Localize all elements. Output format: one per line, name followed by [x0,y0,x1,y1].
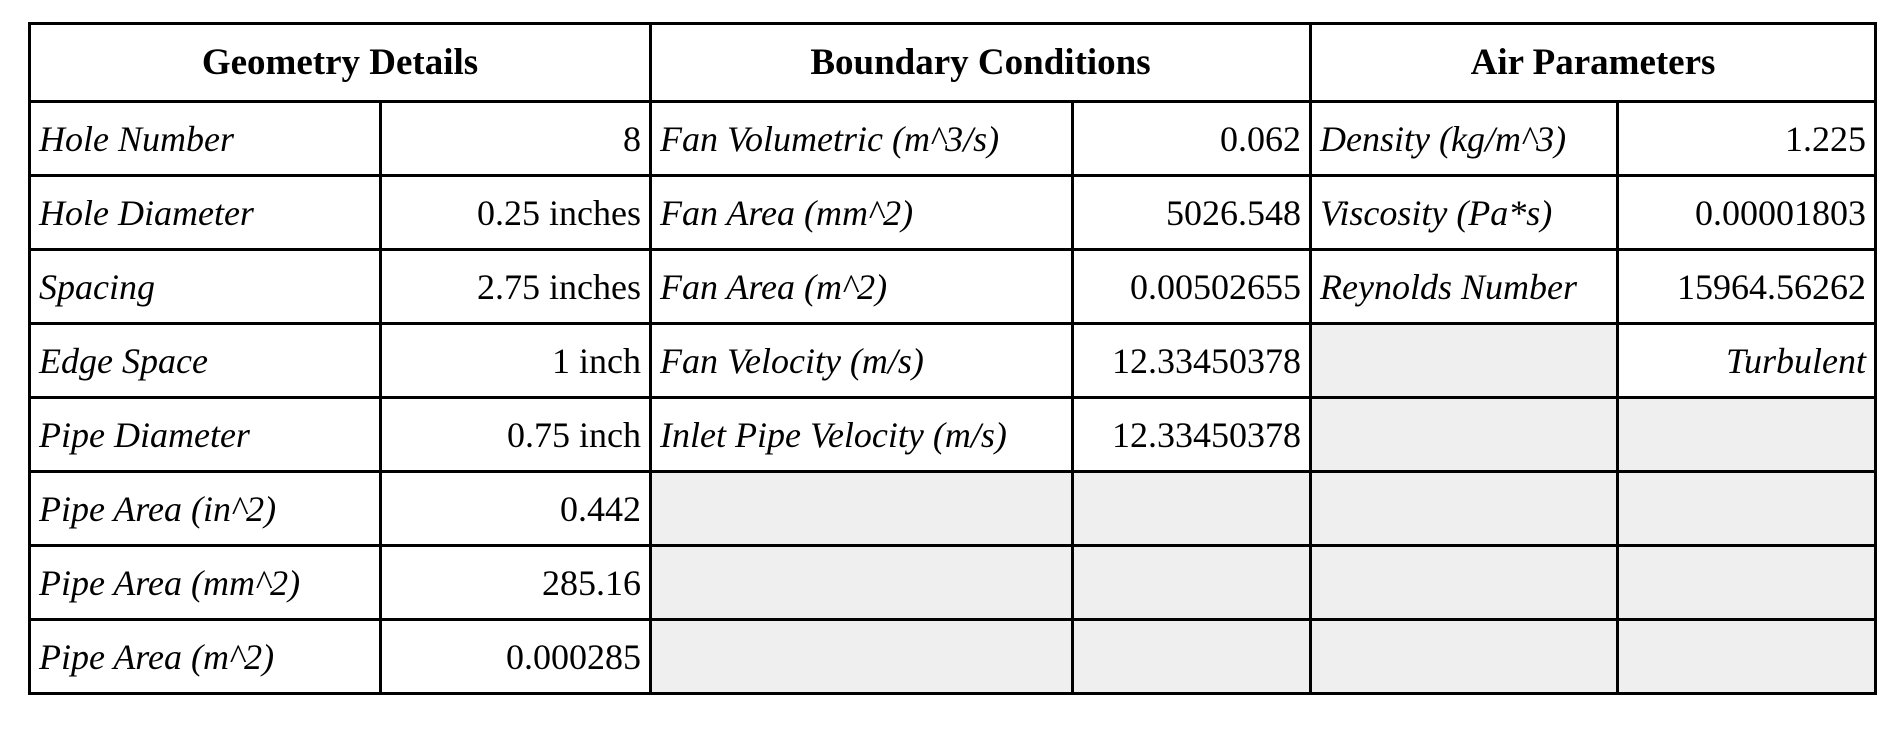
fan-area-m2-label[interactable]: Fan Area (m^2) [651,250,1073,324]
pipe-area-in2-label[interactable]: Pipe Area (in^2) [30,472,381,546]
empty-cell[interactable] [651,546,1073,620]
density-label[interactable]: Density (kg/m^3) [1311,102,1618,176]
fan-volumetric-label[interactable]: Fan Volumetric (m^3/s) [651,102,1073,176]
table-row [30,102,1876,176]
fan-velocity-label[interactable]: Fan Velocity (m/s) [651,324,1073,398]
reynolds-number-label[interactable]: Reynolds Number [1311,250,1618,324]
empty-cell[interactable] [1311,546,1618,620]
fan-velocity-value[interactable]: 12.33450378 [1073,324,1311,398]
table-row [30,546,1876,620]
edge-space-label[interactable]: Edge Space [30,324,381,398]
pipe-area-mm2-label[interactable]: Pipe Area (mm^2) [30,546,381,620]
empty-cell[interactable] [651,472,1073,546]
empty-cell[interactable] [1618,398,1876,472]
table-row [30,176,1876,250]
spacing-label[interactable]: Spacing [30,250,381,324]
spacing-value[interactable]: 2.75 inches [381,250,651,324]
flow-regime-value[interactable]: Turbulent [1618,324,1876,398]
hole-diameter-label[interactable]: Hole Diameter [30,176,381,250]
inlet-pipe-velocity-label[interactable]: Inlet Pipe Velocity (m/s) [651,398,1073,472]
header-row [30,24,1876,102]
table-row [30,620,1876,694]
boundary-conditions-header: Boundary Conditions [651,24,1311,102]
edge-space-value[interactable]: 1 inch [381,324,651,398]
empty-cell[interactable] [1311,324,1618,398]
parameters-table [28,22,1877,695]
hole-number-value[interactable]: 8 [381,102,651,176]
air-parameters-header: Air Parameters [1311,24,1876,102]
empty-cell[interactable] [651,620,1073,694]
fan-area-mm2-label[interactable]: Fan Area (mm^2) [651,176,1073,250]
empty-cell[interactable] [1311,398,1618,472]
empty-cell[interactable] [1073,546,1311,620]
fan-area-mm2-value[interactable]: 5026.548 [1073,176,1311,250]
density-value[interactable]: 1.225 [1618,102,1876,176]
empty-cell[interactable] [1073,620,1311,694]
empty-cell[interactable] [1311,472,1618,546]
pipe-diameter-value[interactable]: 0.75 inch [381,398,651,472]
hole-number-label[interactable]: Hole Number [30,102,381,176]
pipe-area-m2-label[interactable]: Pipe Area (m^2) [30,620,381,694]
table-row [30,324,1876,398]
empty-cell[interactable] [1618,620,1876,694]
inlet-pipe-velocity-value[interactable]: 12.33450378 [1073,398,1311,472]
hole-diameter-value[interactable]: 0.25 inches [381,176,651,250]
viscosity-value[interactable]: 0.00001803 [1618,176,1876,250]
pipe-area-in2-value[interactable]: 0.442 [381,472,651,546]
empty-cell[interactable] [1618,472,1876,546]
pipe-diameter-label[interactable]: Pipe Diameter [30,398,381,472]
reynolds-number-value[interactable]: 15964.56262 [1618,250,1876,324]
table-row [30,472,1876,546]
fan-area-m2-value[interactable]: 0.00502655 [1073,250,1311,324]
geometry-details-header: Geometry Details [30,24,651,102]
table-row [30,398,1876,472]
empty-cell[interactable] [1618,546,1876,620]
pipe-area-mm2-value[interactable]: 285.16 [381,546,651,620]
empty-cell[interactable] [1073,472,1311,546]
empty-cell[interactable] [1311,620,1618,694]
fan-volumetric-value[interactable]: 0.062 [1073,102,1311,176]
viscosity-label[interactable]: Viscosity (Pa*s) [1311,176,1618,250]
pipe-area-m2-value[interactable]: 0.000285 [381,620,651,694]
table-row [30,250,1876,324]
